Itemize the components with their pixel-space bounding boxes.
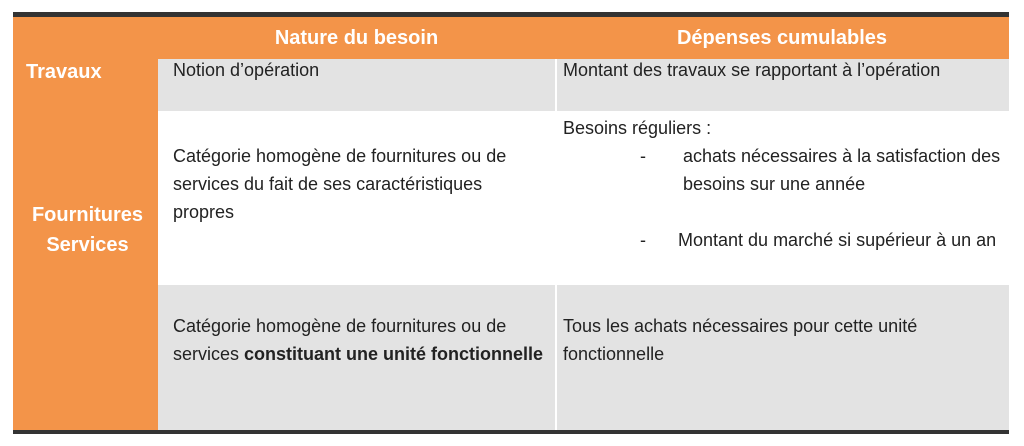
header-depenses-cumulables: Dépenses cumulables: [676, 27, 888, 49]
requirements-table: [13, 12, 1009, 434]
row-divider-1: [158, 111, 1009, 113]
row-divider-2: [158, 283, 1009, 285]
cell-travaux-nature: Notion d’opération: [173, 60, 320, 80]
bullet-item-2: [640, 226, 1020, 282]
header-nature-du-besoin: Nature du besoin: [274, 27, 439, 49]
depenses-intro: Besoins réguliers :: [563, 118, 712, 138]
bullet-text-1: achats nécessaires à la satisfaction des besoins sur une année: [683, 146, 1001, 194]
column-divider: [555, 59, 557, 430]
nature-plain-text: Catégorie homogène de fournitures ou de services: [173, 316, 507, 364]
cell-fournitures-1-nature: Catégorie homogène de fournitures ou de services du fait de ses caractéristiques propres: [173, 146, 507, 222]
row-label-fournitures: Fournitures: [31, 204, 144, 226]
row-label-fournitures-services: [17, 200, 158, 260]
row-label-services: Services: [46, 234, 129, 256]
cell-fournitures-2-nature: [173, 312, 548, 368]
cell-fournitures-1-depenses: [563, 114, 1001, 250]
dash-icon: -: [640, 146, 646, 166]
dash-icon: -: [640, 230, 646, 250]
cell-travaux-depenses: Montant des travaux se rapportant à l’opération: [563, 60, 941, 80]
cell-fournitures-2-depenses: Tous les achats nécessaires pour cette unité fonctionnelle: [563, 316, 918, 364]
bullet-text-2: Montant du marché si supérieur à un an: [678, 230, 997, 250]
bullet-item-1: [640, 142, 1020, 226]
row-label-travaux: Travaux: [26, 61, 102, 83]
nature-bold-text: constituant une unité fonctionnelle: [244, 344, 544, 364]
table-bottom-rule: [13, 430, 1009, 434]
